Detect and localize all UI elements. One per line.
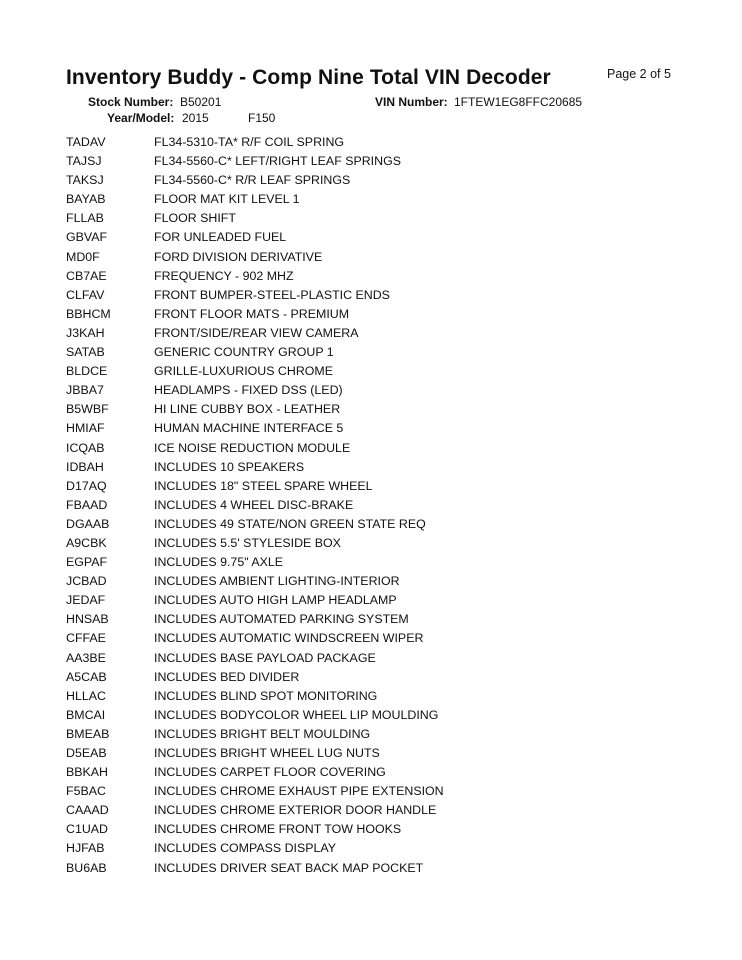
option-code: IDBAH: [66, 459, 104, 474]
option-description: INCLUDES BRIGHT WHEEL LUG NUTS: [154, 746, 380, 760]
option-description: FL34-5310-TA* R/F COIL SPRING: [154, 135, 345, 149]
model-value: F150: [248, 111, 276, 125]
option-code: BBHCM: [66, 306, 111, 321]
option-code: BU6AB: [66, 860, 107, 875]
option-code: D5EAB: [66, 746, 107, 760]
option-code: EGPAF: [66, 555, 108, 570]
option-description: INCLUDES 10 SPEAKERS: [154, 459, 305, 474]
option-code: A9CBK: [66, 535, 107, 550]
year-value: 2015: [182, 111, 209, 125]
option-description: INCLUDES BRIGHT BELT MOULDING: [154, 726, 371, 741]
option-code: JEDAF: [66, 593, 106, 608]
option-code: J3KAH: [66, 325, 105, 340]
option-code: HNSAB: [66, 612, 109, 627]
option-description: GENERIC COUNTRY GROUP 1: [154, 345, 334, 360]
option-description: INCLUDES BASE PAYLOAD PACKAGE: [154, 650, 376, 665]
option-code: JBBA7: [66, 383, 104, 398]
option-code: A5CAB: [66, 669, 107, 684]
vin-number-label: VIN Number:: [375, 95, 448, 109]
option-description: INCLUDES BODYCOLOR WHEEL LIP MOULDING: [154, 707, 439, 722]
option-code: HLLAC: [66, 688, 106, 703]
option-code: TADAV: [66, 135, 106, 149]
option-code: FBAAD: [66, 497, 108, 512]
year-model-label: Year/Model:: [107, 111, 175, 125]
stock-number-value: B50201: [180, 95, 222, 109]
option-description: FRONT FLOOR MATS - PREMIUM: [154, 306, 350, 321]
option-code: C1UAD: [66, 822, 108, 837]
option-code: ICQAB: [66, 440, 105, 455]
option-description: HUMAN MACHINE INTERFACE 5: [154, 421, 344, 436]
option-code: B5WBF: [66, 402, 109, 417]
option-code: BMEAB: [66, 726, 110, 741]
page-title: Inventory Buddy - Comp Nine Total VIN Decoder: [66, 66, 551, 89]
option-code: CFFAE: [66, 631, 106, 646]
option-description: INCLUDES BLIND SPOT MONITORING: [154, 688, 378, 703]
option-description: INCLUDES 4 WHEEL DISC-BRAKE: [154, 497, 354, 512]
option-code: CLFAV: [66, 287, 105, 302]
option-description: INCLUDES CHROME EXTERIOR DOOR HANDLE: [154, 803, 437, 818]
stock-number: [88, 95, 222, 109]
option-description: INCLUDES AMBIENT LIGHTING-INTERIOR: [154, 574, 400, 589]
option-description: HEADLAMPS - FIXED DSS (LED): [154, 383, 343, 398]
option-code: BMCAI: [66, 707, 106, 722]
option-code: GBVAF: [66, 230, 108, 245]
option-code: HJFAB: [66, 841, 105, 856]
option-code: DGAAB: [66, 516, 110, 531]
option-description: FLOOR MAT KIT LEVEL 1: [154, 192, 300, 207]
year-model: [107, 111, 276, 125]
option-description: INCLUDES DRIVER SEAT BACK MAP POCKET: [154, 860, 424, 875]
vin-number-value: 1FTEW1EG8FFC20685: [454, 95, 583, 109]
option-code: BLDCE: [66, 364, 108, 379]
option-description: INCLUDES AUTOMATED PARKING SYSTEM: [154, 612, 409, 627]
option-description: INCLUDES AUTOMATIC WINDSCREEN WIPER: [154, 631, 424, 646]
option-description: INCLUDES BED DIVIDER: [154, 669, 300, 684]
option-description: INCLUDES 18" STEEL SPARE WHEEL: [154, 478, 373, 493]
option-description: FL34-5560-C* LEFT/RIGHT LEAF SPRINGS: [154, 154, 401, 169]
option-description: FRONT BUMPER-STEEL-PLASTIC ENDS: [154, 287, 390, 302]
option-code: TAJSJ: [66, 154, 102, 169]
option-description: FLOOR SHIFT: [154, 211, 236, 226]
option-code: AA3BE: [66, 650, 106, 665]
option-code: CB7AE: [66, 268, 107, 283]
vin-number: [375, 95, 583, 109]
option-description: INCLUDES 5.5' STYLESIDE BOX: [154, 535, 341, 550]
option-description: GRILLE-LUXURIOUS CHROME: [154, 364, 334, 379]
option-description: INCLUDES AUTO HIGH LAMP HEADLAMP: [154, 593, 397, 608]
option-code: BAYAB: [66, 192, 106, 207]
option-code: HMIAF: [66, 421, 105, 436]
option-description: FOR UNLEADED FUEL: [154, 230, 287, 245]
option-code: TAKSJ: [66, 173, 104, 188]
option-description: INCLUDES 49 STATE/NON GREEN STATE REQ: [154, 516, 426, 531]
stock-number-label: Stock Number:: [88, 95, 174, 109]
option-description: FL34-5560-C* R/R LEAF SPRINGS: [154, 173, 351, 188]
option-description: INCLUDES CARPET FLOOR COVERING: [154, 765, 386, 780]
option-description: ICE NOISE REDUCTION MODULE: [154, 440, 351, 455]
option-code: D17AQ: [66, 478, 107, 493]
option-description: INCLUDES CHROME EXHAUST PIPE EXTENSION: [154, 784, 444, 799]
option-description: INCLUDES COMPASS DISPLAY: [154, 841, 337, 856]
option-description: FORD DIVISION DERIVATIVE: [154, 249, 323, 264]
option-code: MD0F: [66, 249, 100, 264]
option-description: FRONT/SIDE/REAR VIEW CAMERA: [154, 325, 359, 340]
option-description: FREQUENCY - 902 MHZ: [154, 268, 294, 283]
option-description: INCLUDES 9.75" AXLE: [154, 555, 284, 570]
option-code: FLLAB: [66, 211, 104, 226]
option-description: HI LINE CUBBY BOX - LEATHER: [154, 402, 341, 417]
page-number: Page 2 of 5: [607, 67, 671, 81]
option-code: SATAB: [66, 345, 105, 360]
option-code: BBKAH: [66, 765, 109, 780]
option-code: JCBAD: [66, 574, 107, 589]
option-code: CAAAD: [66, 803, 109, 818]
option-code: F5BAC: [66, 784, 106, 799]
option-description: INCLUDES CHROME FRONT TOW HOOKS: [154, 822, 402, 837]
